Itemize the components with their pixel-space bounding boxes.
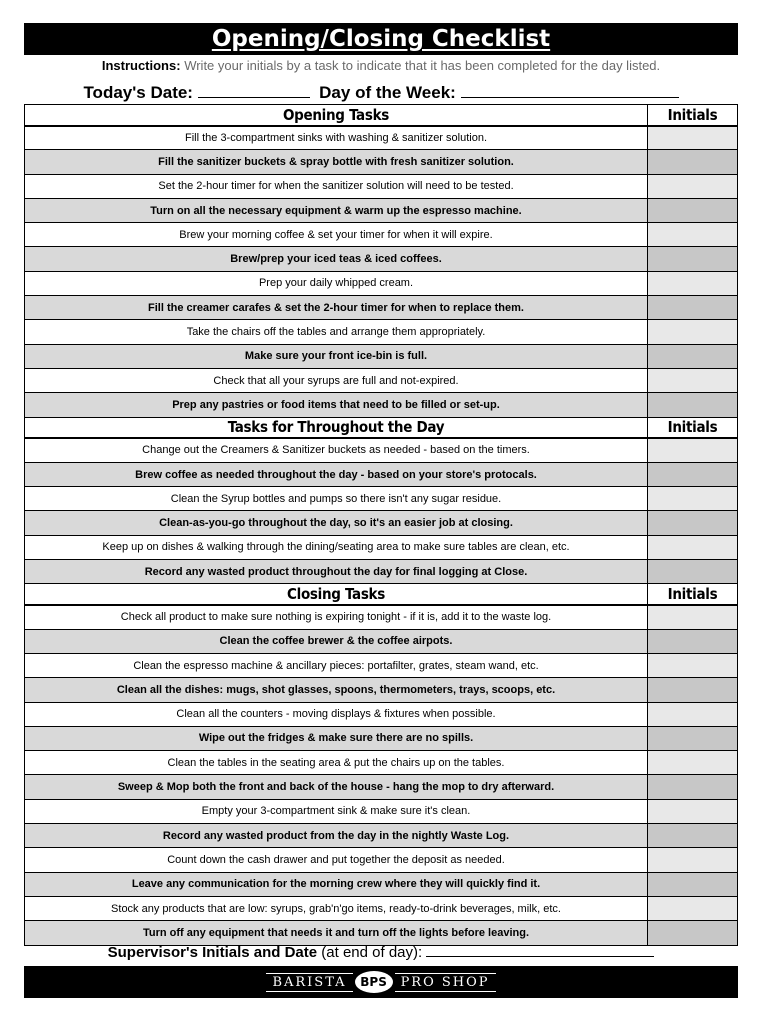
barista-pro-shop-logo: [266, 971, 495, 993]
footer-bar: [24, 966, 738, 998]
initials-field[interactable]: [648, 487, 738, 511]
task-label: Record any wasted product throughout the day for final logging at Close.: [25, 560, 648, 584]
section-title: Tasks for Throughout the Day: [25, 417, 648, 438]
section-header: [25, 417, 738, 438]
initials-header: Initials: [648, 417, 738, 438]
initials-field[interactable]: [648, 678, 738, 702]
task-row: [25, 487, 738, 511]
task-label: Clean the tables in the seating area & put the chairs up on the tables.: [25, 751, 648, 775]
date-label: Today's Date:: [83, 83, 193, 102]
task-row: [25, 535, 738, 559]
task-label: Clean-as-you-go throughout the day, so it's an easier job at closing.: [25, 511, 648, 535]
day-field[interactable]: [461, 83, 679, 98]
task-label: Brew your morning coffee & set your timer for when it will expire.: [25, 223, 648, 247]
initials-field[interactable]: [648, 126, 738, 150]
task-row: [25, 872, 738, 896]
task-row: [25, 726, 738, 750]
task-row: [25, 247, 738, 271]
logo-right-text: PRO SHOP: [395, 973, 496, 992]
date-field[interactable]: [198, 83, 310, 98]
initials-field[interactable]: [648, 438, 738, 462]
task-label: Empty your 3-compartment sink & make sure it's clean.: [25, 799, 648, 823]
task-row: [25, 896, 738, 920]
task-row: [25, 560, 738, 584]
initials-field[interactable]: [648, 560, 738, 584]
task-row: [25, 702, 738, 726]
task-row: [25, 678, 738, 702]
section-header: [25, 105, 738, 126]
initials-field[interactable]: [648, 848, 738, 872]
task-row: [25, 848, 738, 872]
initials-field[interactable]: [648, 320, 738, 344]
task-label: Leave any communication for the morning crew where they will quickly find it.: [25, 872, 648, 896]
task-label: Prep any pastries or food items that need to be filled or set-up.: [25, 393, 648, 417]
task-label: Clean the espresso machine & ancillary pieces: portafilter, grates, steam wand, etc.: [25, 653, 648, 677]
task-row: [25, 320, 738, 344]
initials-field[interactable]: [648, 653, 738, 677]
task-label: Turn on all the necessary equipment & warm up the espresso machine.: [25, 198, 648, 222]
task-label: Stock any products that are low: syrups, grab'n'go items, ready-to-drink beverages, milk, etc.: [25, 896, 648, 920]
task-row: [25, 629, 738, 653]
task-row: [25, 824, 738, 848]
page-title: Opening/Closing Checklist: [211, 26, 551, 52]
task-label: Clean all the dishes: mugs, shot glasses, spoons, thermometers, trays, scoops, etc.: [25, 678, 648, 702]
initials-field[interactable]: [648, 247, 738, 271]
initials-field[interactable]: [648, 535, 738, 559]
initials-field[interactable]: [648, 198, 738, 222]
task-row: [25, 393, 738, 417]
initials-field[interactable]: [648, 702, 738, 726]
initials-header: Initials: [648, 105, 738, 126]
task-label: Turn off any equipment that needs it and turn off the lights before leaving.: [25, 921, 648, 945]
initials-field[interactable]: [648, 462, 738, 486]
task-label: Sweep & Mop both the front and back of the house - hang the mop to dry afterward.: [25, 775, 648, 799]
task-label: Clean the coffee brewer & the coffee airpots.: [25, 629, 648, 653]
task-label: Brew coffee as needed throughout the day - based on your store's protocals.: [25, 462, 648, 486]
initials-field[interactable]: [648, 150, 738, 174]
task-label: Count down the cash drawer and put together the deposit as needed.: [25, 848, 648, 872]
section-title: Closing Tasks: [25, 584, 648, 605]
task-label: Wipe out the fridges & make sure there are no spills.: [25, 726, 648, 750]
initials-field[interactable]: [648, 605, 738, 629]
supervisor-label: Supervisor's Initials and Date: [107, 944, 318, 961]
task-label: Prep your daily whipped cream.: [25, 271, 648, 295]
initials-field[interactable]: [648, 751, 738, 775]
task-label: Check all product to make sure nothing is expiring tonight - if it is, add it to the waste log.: [25, 605, 648, 629]
task-label: Fill the 3-compartment sinks with washing & sanitizer solution.: [25, 126, 648, 150]
task-row: [25, 775, 738, 799]
supervisor-note: (at end of day):: [321, 944, 423, 961]
section-title: Opening Tasks: [25, 105, 648, 126]
initials-field[interactable]: [648, 896, 738, 920]
task-label: Clean all the counters - moving displays & fixtures when possible.: [25, 702, 648, 726]
supervisor-line: [24, 942, 738, 964]
task-row: [25, 296, 738, 320]
initials-field[interactable]: [648, 223, 738, 247]
task-label: Check that all your syrups are full and not-expired.: [25, 368, 648, 392]
checklist-table: [24, 104, 738, 946]
initials-field[interactable]: [648, 174, 738, 198]
task-row: [25, 344, 738, 368]
title-bar: [24, 23, 738, 55]
initials-field[interactable]: [648, 344, 738, 368]
task-label: Fill the sanitizer buckets & spray bottle with fresh sanitizer solution.: [25, 150, 648, 174]
date-line: [24, 82, 738, 104]
task-row: [25, 150, 738, 174]
task-label: Brew/prep your iced teas & iced coffees.: [25, 247, 648, 271]
task-row: [25, 223, 738, 247]
initials-field[interactable]: [648, 296, 738, 320]
instructions-label: Instructions:: [101, 58, 181, 73]
logo-badge: BPS: [355, 971, 393, 993]
task-label: Take the chairs off the tables and arrange them appropriately.: [25, 320, 648, 344]
task-row: [25, 198, 738, 222]
task-label: Clean the Syrup bottles and pumps so there isn't any sugar residue.: [25, 487, 648, 511]
initials-field[interactable]: [648, 726, 738, 750]
initials-field[interactable]: [648, 775, 738, 799]
task-row: [25, 126, 738, 150]
task-row: [25, 368, 738, 392]
task-row: [25, 271, 738, 295]
initials-field[interactable]: [648, 393, 738, 417]
task-label: Set the 2-hour timer for when the sanitizer solution will need to be tested.: [25, 174, 648, 198]
initials-field[interactable]: [648, 824, 738, 848]
task-label: Fill the creamer carafes & set the 2-hour timer for when to replace them.: [25, 296, 648, 320]
instructions: [24, 58, 738, 74]
initials-field[interactable]: [648, 799, 738, 823]
task-row: [25, 438, 738, 462]
instructions-text: Write your initials by a task to indicate that it has been completed for the day listed.: [184, 58, 661, 73]
initials-field[interactable]: [648, 271, 738, 295]
task-label: Change out the Creamers & Sanitizer buckets as needed - based on the timers.: [25, 438, 648, 462]
task-row: [25, 751, 738, 775]
initials-field[interactable]: [648, 872, 738, 896]
task-row: [25, 605, 738, 629]
initials-field[interactable]: [648, 368, 738, 392]
task-row: [25, 462, 738, 486]
task-row: [25, 799, 738, 823]
initials-field[interactable]: [648, 629, 738, 653]
task-row: [25, 653, 738, 677]
task-label: Keep up on dishes & walking through the dining/seating area to make sure tables are clean, etc.: [25, 535, 648, 559]
initials-header: Initials: [648, 584, 738, 605]
task-label: Make sure your front ice-bin is full.: [25, 344, 648, 368]
task-row: [25, 174, 738, 198]
supervisor-field[interactable]: [426, 942, 654, 957]
initials-field[interactable]: [648, 511, 738, 535]
task-row: [25, 511, 738, 535]
section-header: [25, 584, 738, 605]
logo-left-text: BARISTA: [266, 973, 352, 992]
task-label: Record any wasted product from the day in the nightly Waste Log.: [25, 824, 648, 848]
day-label: Day of the Week:: [319, 83, 456, 102]
